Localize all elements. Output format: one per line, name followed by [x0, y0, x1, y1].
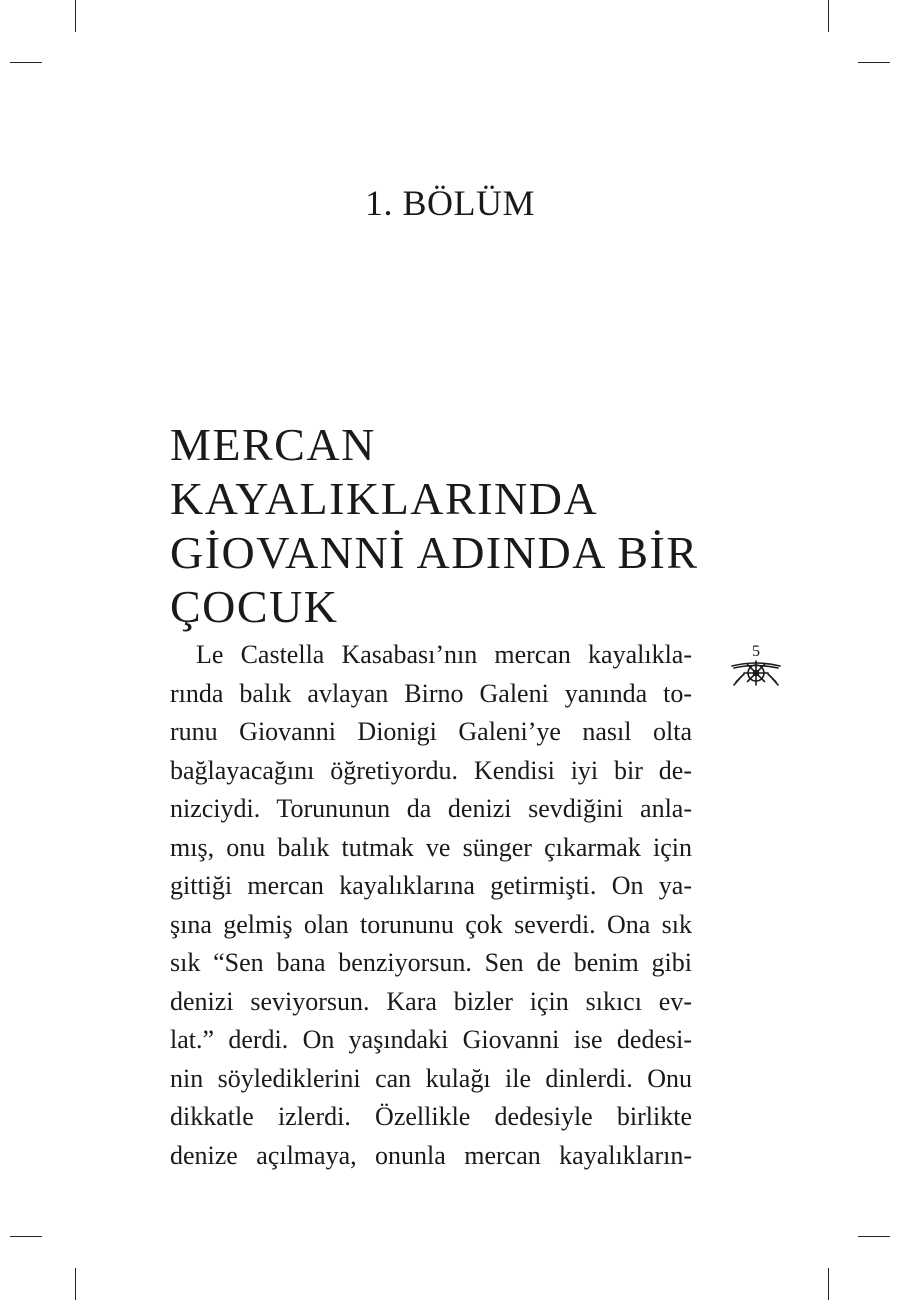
body-line: şına gelmiş olan torununu çok severdi. Ona sık: [170, 909, 692, 939]
crop-mark-bottom-right: [828, 1268, 829, 1300]
body-line: dikkatle izlerdi. Özellikle dedesiyle birlikte: [170, 1102, 692, 1131]
crop-mark-right-bottom: [858, 1236, 890, 1237]
body-line: runu Giovanni Dionigi Galeni’ye nasıl olta: [170, 717, 692, 746]
crop-mark-top-right: [828, 0, 829, 32]
body-line: denizi seviyorsun. Kara bizler için sıkıcı ev-: [170, 986, 692, 1016]
crop-mark-left-top: [10, 62, 42, 63]
body-line: rında balık avlayan Birno Galeni yanında to-: [170, 678, 692, 708]
chapter-label: 1. BÖLÜM: [364, 183, 535, 223]
body-line: gittiği mercan kayalıklarına getirmişti. On ya-: [170, 871, 692, 900]
body-line: bağlayacağını öğretiyordu. Kendisi iyi bir de-: [170, 755, 692, 785]
body-line: nin söylediklerini can kulağı ile dinlerdi. Onu: [170, 1063, 692, 1093]
chapter-title-line: KAYALIKLARINDA: [170, 473, 599, 524]
crop-mark-right-top: [858, 62, 890, 63]
page-folio: [730, 644, 782, 692]
body-line: sık “Sen bana benziyorsun. Sen de benim gibi: [170, 948, 692, 977]
chapter-title: [170, 418, 730, 634]
body-line: denize açılmaya, onunla mercan kayalıkların-: [170, 1140, 692, 1170]
ship-wheel-icon: [730, 658, 782, 690]
crop-mark-top-left: [75, 0, 76, 32]
chapter-title-line: MERCAN: [170, 419, 376, 470]
body-paragraph: [170, 636, 692, 1175]
body-line: Le Castella Kasabası’nın mercan kayalıkla-: [196, 640, 692, 669]
crop-mark-left-bottom: [10, 1236, 42, 1237]
chapter-title-line: ÇOCUK: [170, 581, 339, 632]
crop-mark-bottom-left: [75, 1268, 76, 1300]
body-line: nizciydi. Torununun da denizi sevdiğini anla-: [170, 794, 692, 823]
page-number: 5: [752, 643, 760, 660]
chapter-title-line: GİOVANNİ ADINDA BİR: [170, 527, 699, 578]
body-line: lat.” derdi. On yaşındaki Giovanni ise dedesi-: [170, 1025, 692, 1054]
body-line: mış, onu balık tutmak ve sünger çıkarmak için: [170, 832, 692, 862]
